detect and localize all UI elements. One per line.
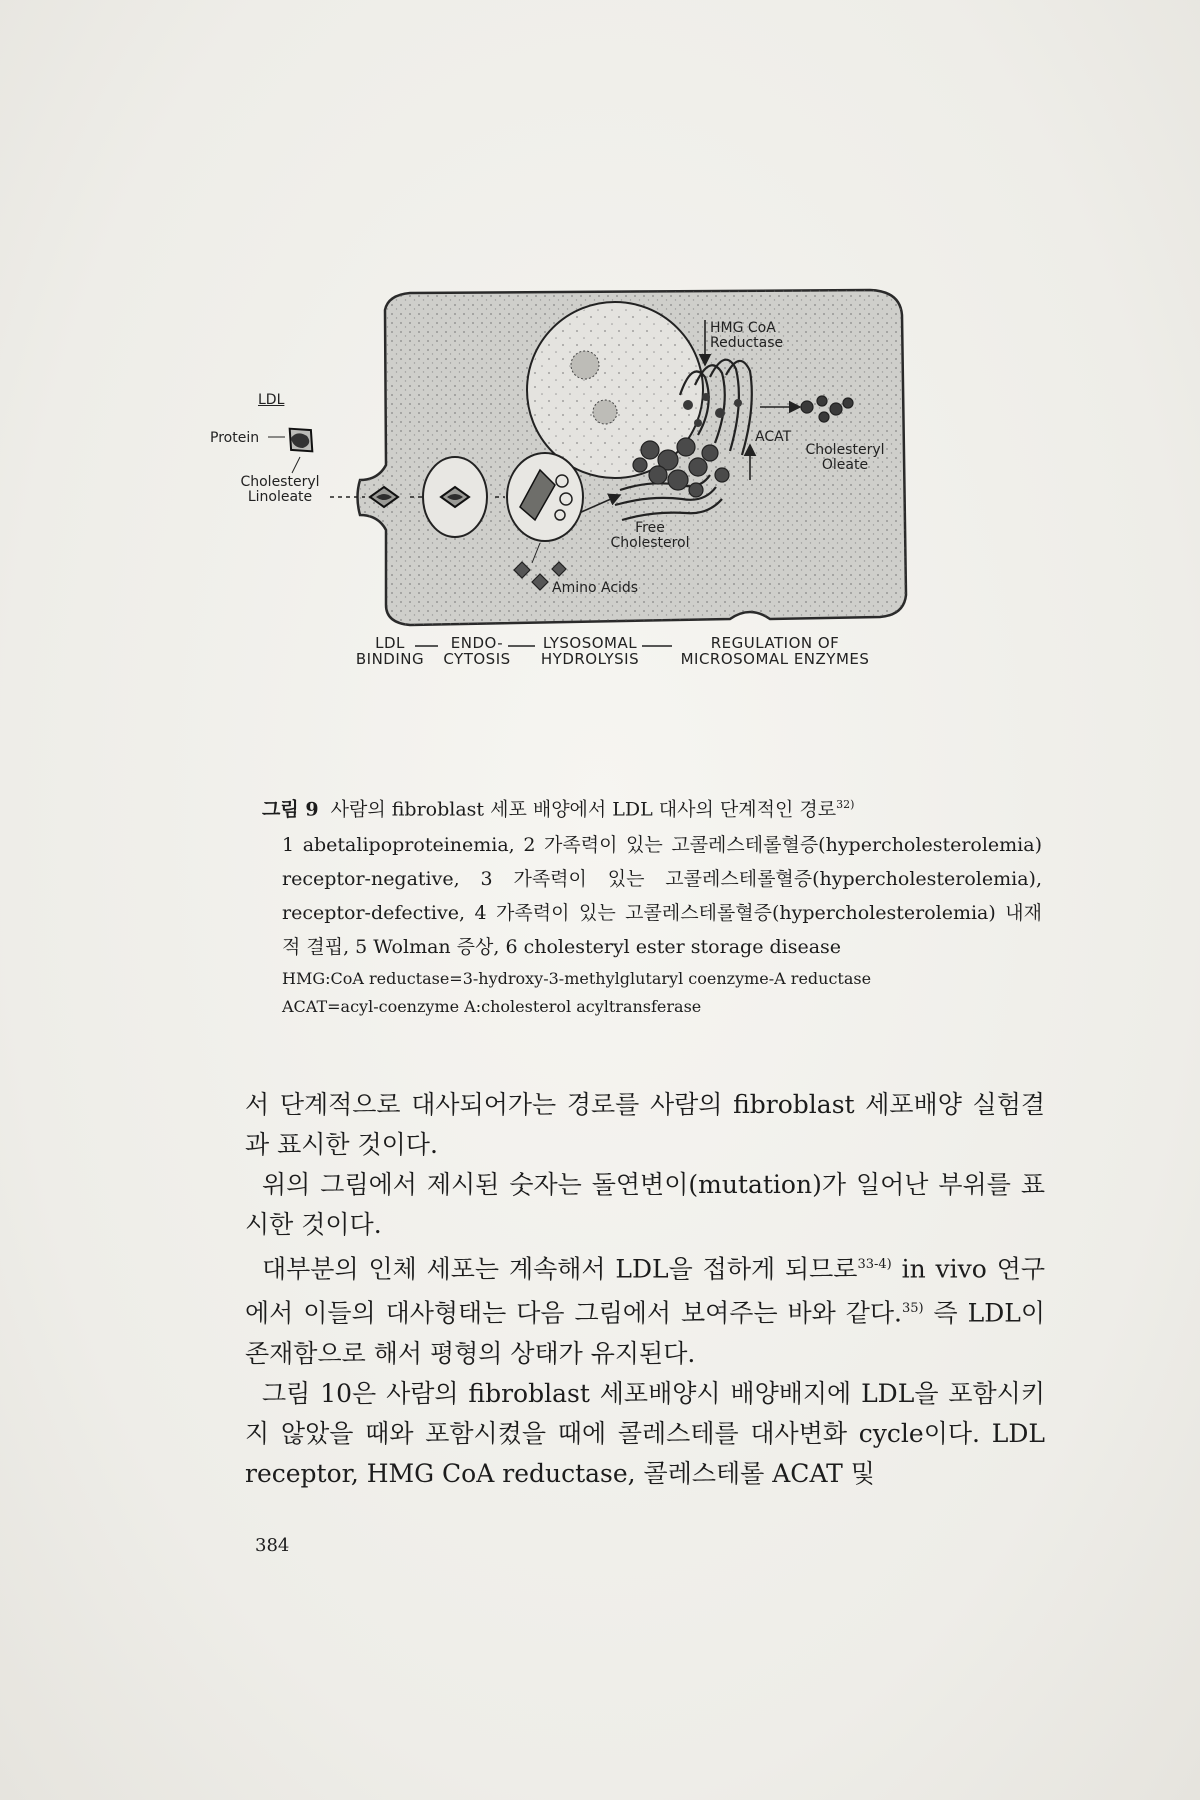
caption-ref: 32) [836,798,855,811]
stage-connectors [210,634,1010,677]
paragraph-1: 서 단계적으로 대사되어가는 경로를 사람의 fibroblast 세포배양 실험결과 표시한 것이다. [245,1090,1045,1159]
ref-33-4: 33-4) [857,1257,892,1272]
label-amino-acids: Amino Acids [552,580,639,596]
paragraph-3-part-b: in vivo 연구에서 이들의 대사형태는 다음 그림에서 보여주는 바와 같다. [245,1254,1045,1328]
paragraph-3 [245,1245,1045,1374]
caption-title-line [262,790,1042,824]
nucleolus [593,400,617,424]
ldl-particle-diagram [280,419,322,461]
stage-ldl-binding: LDL BINDING [355,634,425,668]
stage-regulation: REGULATION OF MICROSOMAL ENZYMES [680,634,870,668]
label-free-cholesterol: Free Cholesterol [610,520,690,551]
paragraph-3-part-c: 즉 LDL이 존재함으로 해서 평형의 상태가 유지된다. [245,1298,1045,1368]
caption-body: 1 abetalipoproteinemia, 2 가족력이 있는 고콜레스테롤혈증(hypercholesterolemia) receptor-negative, 3 가족력이 있는 고콜레스테롤혈증(hypercholesterolemia), receptor-defective, 4 가족력이 있는 고콜레스테롤혈증(hypercholesterolemia) 내재적 결핍, 5 Wolman 증상, 6 cholesteryl ester storage disease [282,834,1042,959]
label-protein: Protein [210,430,260,446]
ref-35: 35) [901,1301,924,1317]
caption-note-acat: ACAT=acyl-coenzyme A:cholesterol acyltransferase [282,997,702,1017]
cell-diagram-figure [210,285,1010,765]
label-acat: ACAT [755,429,792,445]
stage-endocytosis: ENDO- CYTOSIS [443,634,511,668]
paragraph-4: 그림 10은 사람의 fibroblast 세포배양시 배양배지에 LDL을 포함시키지 않았을 때와 포함시켰을 때에 콜레스테를 대사변화 cycle이다. LDL receptor, HMG CoA reductase, 콜레스테롤 ACAT 및 [245,1378,1045,1488]
figure-caption [262,790,1042,1020]
label-ldl: LDL [258,392,285,408]
stage-lysosomal-hydrolysis: LYSOSOMAL HYDROLYSIS [540,634,640,668]
label-cholesteryl-oleate: Cholesteryl Oleate [805,442,885,473]
paragraph-3-part-a: 대부분의 인체 세포는 계속해서 LDL을 접하게 되므로 [262,1254,858,1284]
nucleolus [571,351,599,379]
caption-note-hmg: HMG:CoA reductase=3-hydroxy-3-methylglutaryl coenzyme-A reductase [282,969,872,989]
paragraph-2: 위의 그림에서 제시된 숫자는 돌연변이(mutation)가 일어난 부위를 표시한 것이다. [245,1170,1045,1239]
page-number: 384 [255,1535,290,1556]
label-hmg-coa-reductase: HMG CoA Reductase [710,320,784,351]
caption-label: 그림 9 [262,798,319,821]
body-text [245,1085,1045,1494]
label-cholesteryl-linoleate: Cholesteryl Linoleate [240,474,320,505]
caption-title: 사람의 fibroblast 세포 배양에서 LDL 대사의 단계적인 경로 [330,798,837,821]
